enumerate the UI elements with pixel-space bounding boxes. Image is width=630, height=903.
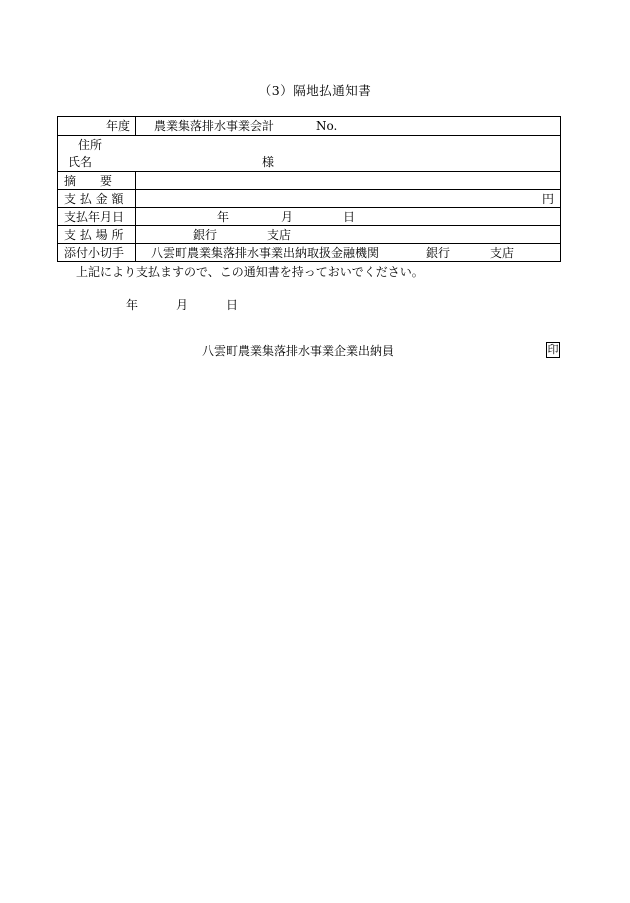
row-amount	[58, 189, 560, 207]
row-payment-date	[58, 207, 560, 225]
row-attached-check	[58, 243, 560, 261]
name-label: 氏名	[68, 155, 93, 169]
honorific-sama: 様	[262, 155, 275, 169]
row-fiscal-year	[58, 117, 560, 135]
branch-marker: 支店	[267, 228, 292, 242]
official-title: 八雲町農業集落排水事業企業出納員	[202, 344, 395, 358]
label-cell	[58, 117, 136, 135]
month-marker: 月	[281, 210, 294, 224]
row-address-name	[58, 135, 560, 171]
account-name: 農業集落排水事業会計	[154, 119, 275, 133]
yen-unit: 円	[541, 192, 554, 206]
row-payment-place	[58, 225, 560, 243]
issue-year-marker: 年	[126, 298, 139, 312]
bank-marker: 銀行	[426, 246, 451, 260]
row-summary	[58, 171, 560, 189]
label-cell	[58, 226, 136, 243]
year-marker: 年	[217, 210, 230, 224]
document-title: （3）隔地払通知書	[258, 83, 372, 98]
label-cell	[58, 172, 136, 189]
attached-check-label: 添付小切手	[64, 246, 125, 260]
number-label: No.	[316, 119, 338, 133]
address-label: 住所	[78, 138, 103, 152]
branch-marker: 支店	[490, 246, 515, 260]
payment-place-label: 支 払 場 所	[64, 228, 124, 242]
seal-stamp: 印	[547, 343, 559, 356]
label-cell	[58, 208, 136, 225]
bank-marker: 銀行	[193, 228, 218, 242]
financial-institution: 八雲町農業集落排水事業出納取扱金融機関	[151, 246, 380, 260]
issue-day-marker: 日	[226, 298, 239, 312]
notice-form	[57, 116, 561, 262]
summary-label: 摘 要	[64, 174, 113, 188]
issue-month-marker: 月	[176, 298, 189, 312]
payment-date-label: 支払年月日	[64, 210, 125, 224]
day-marker: 日	[343, 210, 356, 224]
amount-label: 支 払 金 額	[64, 192, 124, 206]
label-cell	[58, 190, 136, 207]
label-cell	[58, 244, 136, 261]
fiscal-year-label: 年度	[105, 119, 130, 133]
instruction-note: 上記により支払ますので、この通知書を持っておいでください。	[76, 265, 424, 279]
